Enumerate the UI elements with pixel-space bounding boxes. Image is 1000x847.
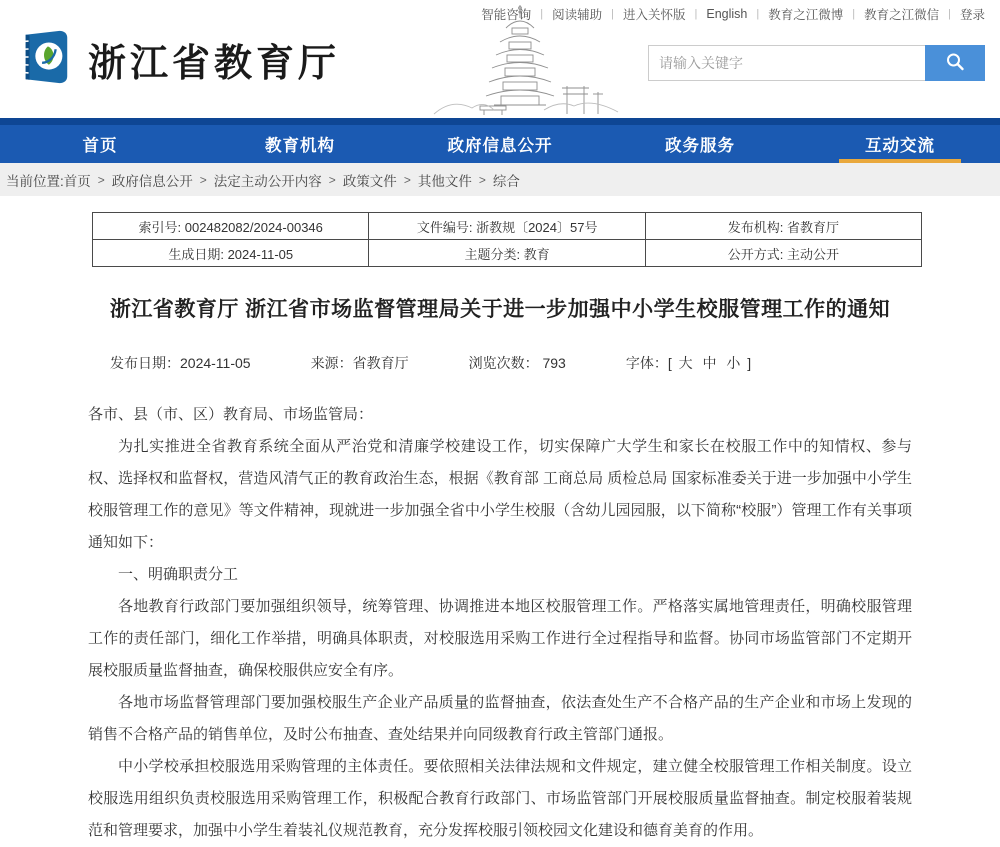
paragraph-section-heading: 一、明确职责分工 (88, 559, 912, 591)
breadcrumb-statutory-disclosure[interactable]: 法定主动公开内容 (214, 170, 322, 190)
font-size-control: 字体：[ 大 中 小 ] (626, 353, 751, 373)
index-number-cell: 索引号: 002482082/2024-00346 (93, 213, 369, 240)
separator: > (404, 173, 411, 187)
topbar-link-weibo[interactable]: 教育之江微博 (768, 5, 843, 23)
article-meta-row (110, 353, 1000, 373)
breadcrumb-policy-docs[interactable]: 政策文件 (343, 170, 397, 190)
article-page (0, 212, 1000, 847)
breadcrumb-home[interactable]: 首页 (64, 170, 91, 190)
search-button[interactable] (925, 45, 985, 81)
nav-tab-home[interactable]: 首页 (0, 125, 200, 163)
breadcrumb-comprehensive[interactable]: 综合 (493, 170, 520, 190)
topic-category-cell: 主题分类: 教育 (369, 240, 645, 267)
separator: | (852, 8, 855, 20)
document-info-table (92, 212, 922, 267)
breadcrumb-gov-info[interactable]: 政府信息公开 (112, 170, 193, 190)
search-icon (944, 51, 966, 76)
font-size-medium[interactable]: 中 (703, 355, 717, 371)
separator: > (329, 173, 336, 187)
nav-tab-interaction[interactable]: 互动交流 (800, 125, 1000, 163)
active-tab-indicator (839, 159, 961, 163)
nav-tab-gov-info[interactable]: 政府信息公开 (400, 125, 600, 163)
article-title: 浙江省教育厅 浙江省市场监督管理局关于进一步加强中小学生校服管理工作的通知 (0, 293, 1000, 323)
separator: > (98, 173, 105, 187)
separator: | (756, 8, 759, 20)
paragraph-market-regulators: 各地市场监督管理部门要加强校服生产企业产品质量的监督抽查，依法查处生产不合格产品的生产企业和市场上发现的销售不合格产品的销售单位，及时公布抽查、查处结果并向同级教育行政主管部门通报。 (88, 687, 912, 751)
site-logo[interactable] (16, 28, 340, 91)
disclosure-method-cell: 公开方式: 主动公开 (645, 240, 921, 267)
topbar-link-smart-consult[interactable]: 智能咨询 (481, 5, 531, 23)
site-name: 浙江省教育厅 (88, 32, 340, 87)
nav-tab-institutions[interactable]: 教育机构 (200, 125, 400, 163)
article-body (88, 399, 912, 847)
paragraph-salutation: 各市、县（市、区）教育局、市场监管局： (88, 399, 912, 431)
pagoda-illustration (432, 2, 622, 118)
topbar-link-english[interactable]: English (706, 7, 747, 21)
separator: | (611, 8, 614, 20)
breadcrumb-other-docs[interactable]: 其他文件 (418, 170, 472, 190)
search-input[interactable] (648, 45, 925, 81)
issuing-agency-cell: 发布机构: 省教育厅 (645, 213, 921, 240)
topbar-link-wechat[interactable]: 教育之江微信 (864, 5, 939, 23)
publish-date: 发布日期：2024-11-05 (110, 353, 251, 373)
separator: > (479, 173, 486, 187)
font-size-small[interactable]: 小 (726, 355, 740, 371)
topbar-link-care-version[interactable]: 进入关怀版 (623, 5, 686, 23)
topbar-link-login[interactable]: 登录 (960, 5, 985, 23)
separator: | (695, 8, 698, 20)
separator: > (200, 173, 207, 187)
article-source: 来源：省教育厅 (311, 353, 409, 373)
breadcrumb (0, 163, 1000, 196)
document-number-cell: 文件编号: 浙教规〔2024〕57号 (369, 213, 645, 240)
main-navigation (0, 118, 1000, 163)
paragraph-intro: 为扎实推进全省教育系统全面从严治党和清廉学校建设工作，切实保障广大学生和家长在校服工作中的知情权、参与权、选择权和监督权，营造风清气正的教育政治生态，根据《教育部 工商总局 质检总局 国家标准委关于进一步加强中小学生校服管理工作的意见》等文件精神，现就进一步加强全省中小学生校服（含幼儿园园服，以下简称“校服”）管理工作有关事项通知如下： (88, 431, 912, 559)
font-size-large[interactable]: 大 (679, 355, 693, 371)
breadcrumb-label: 当前位置: (6, 170, 64, 190)
logo-book-leaf-icon (16, 28, 74, 91)
topbar-link-reading-aid[interactable]: 阅读辅助 (552, 5, 602, 23)
search-bar (648, 45, 985, 81)
site-header (0, 0, 1000, 118)
paragraph-schools: 中小学校承担校服选用采购管理的主体责任。要依照相关法律法规和文件规定，建立健全校服管理工作相关制度。设立校服选用组织负责校服选用采购管理工作，积极配合教育行政部门、市场监管部门开展校服质量监督抽查。制定校服着装规范和管理要求，加强中小学生着装礼仪规范教育，充分发挥校服引领校园文化建设和德育美育的作用。 (88, 751, 912, 847)
paragraph-education-depts: 各地教育行政部门要加强组织领导，统筹管理、协调推进本地区校服管理工作。严格落实属地管理责任，明确校服管理工作的责任部门，细化工作举措，明确具体职责，对校服选用采购工作进行全过程指导和监督。协同市场监管部门不定期开展校服质量监督抽查，确保校服供应安全有序。 (88, 591, 912, 687)
separator: | (948, 8, 951, 20)
view-count: 浏览次数： 793 (469, 353, 566, 373)
separator: | (540, 8, 543, 20)
creation-date-cell: 生成日期: 2024-11-05 (93, 240, 369, 267)
nav-tab-services[interactable]: 政务服务 (600, 125, 800, 163)
